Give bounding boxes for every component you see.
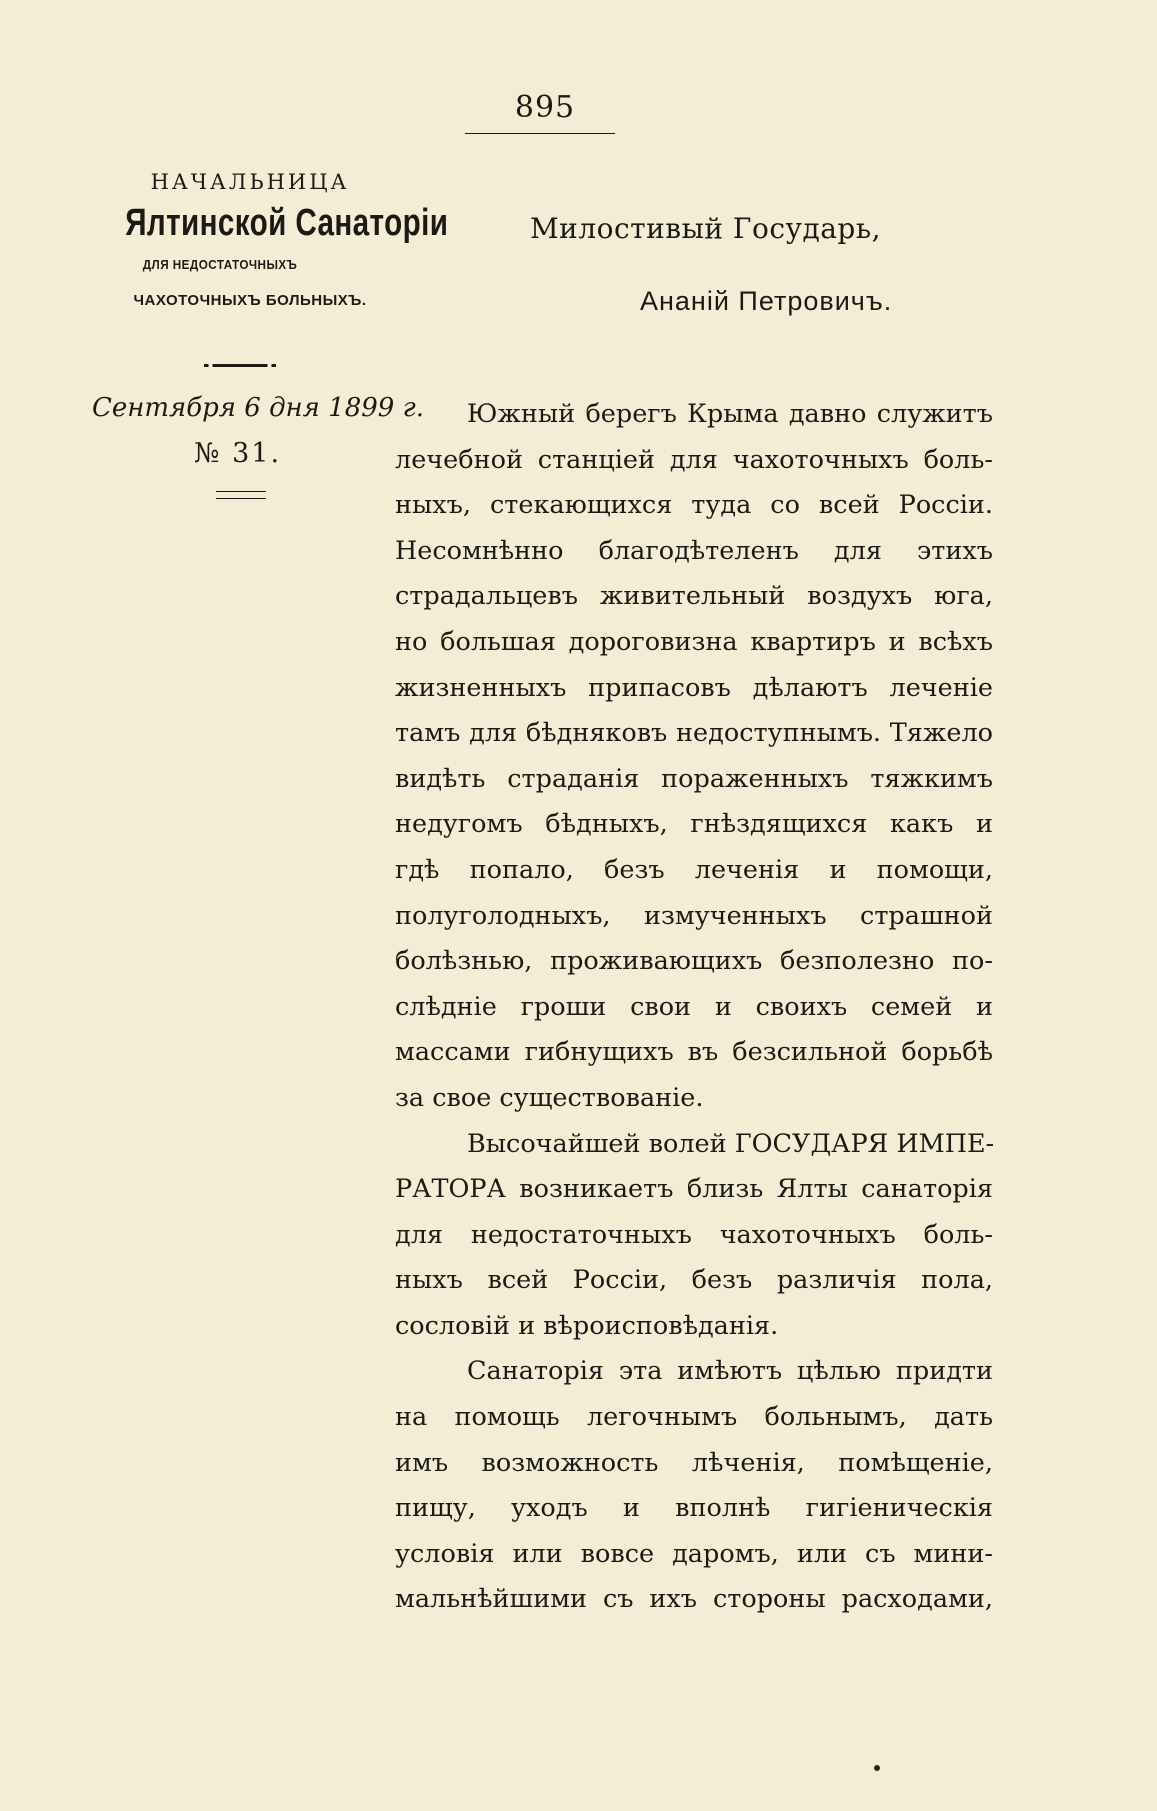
sender-line4: ЧАХОТОЧНЫХЪ БОЛЬНЫХЪ. [133,292,367,309]
body-line: лечебной станціей для чахоточныхъ боль- [395,444,993,475]
sender-title: НАЧАЛЬНИЦА [150,170,350,194]
sender-block [90,170,449,309]
salutation: Милостивый Государь, [530,212,881,245]
body-line: гдѣ попало, безъ леченія и помощи, [395,854,993,885]
sender-divider [204,364,276,367]
letter-date: Сентября 6 дня 1899 г. [92,393,424,423]
sender-institution: Ялтинской Санаторіи [125,202,449,244]
body-line: Санаторія эта имѣютъ цѣлью придти [467,1356,993,1387]
body-line: мальнѣйшими съ ихъ стороны расходами, [395,1584,993,1615]
letter-body [395,392,993,1623]
body-line: массами гибнущихъ въ безсильной борьбѣ [395,1037,993,1068]
sender-line3: ДЛЯ НЕДОСТАТОЧНЫХЪ [142,257,298,272]
body-line: имъ возможность лѣченія, помѣщеніе, [395,1447,993,1478]
addressee: Ананій Петровичъ. [640,286,893,316]
page-number-rule [465,133,615,134]
number-divider [216,491,266,499]
body-line: но большая дороговизна квартиръ и всѣхъ [395,626,993,657]
body-line: слѣдніе гроши свои и своихъ семей и [395,991,993,1022]
body-line: ныхъ всей Россіи, безъ различія пола, [395,1265,993,1296]
body-line: за свое существованіе. [395,1082,704,1113]
body-line: Южный берегъ Крыма давно служитъ [467,399,993,429]
body-line: для недостаточныхъ чахоточныхъ боль- [395,1219,993,1250]
ink-dot [874,1765,880,1771]
body-line: полуголодныхъ, измученныхъ страшной [395,900,993,931]
letter-number: № 31. [194,438,282,469]
body-line: Несомнѣнно благодѣтеленъ для этихъ [395,535,993,566]
page-number: 895 [514,90,576,125]
body-line: недугомъ бѣдныхъ, гнѣздящихся какъ и [395,809,993,840]
body-line: жизненныхъ припасовъ дѣлаютъ леченіе [395,672,993,703]
body-line: на помощь легочнымъ больнымъ, дать [395,1402,993,1433]
body-line: ныхъ, стекающихся туда со всей Россіи. [395,490,993,521]
body-line: видѣть страданія пораженныхъ тяжкимъ [395,763,993,794]
body-line: условія или вовсе даромъ, или съ мини- [395,1538,993,1569]
body-line: пищу, уходъ и вполнѣ гигіеническія [395,1493,993,1524]
body-line: сословій и вѣроисповѣданія. [395,1310,779,1341]
body-line: болѣзнью, проживающихъ безполезно по- [395,946,993,977]
body-line: страдальцевъ живительный воздухъ юга, [395,581,993,612]
body-line: тамъ для бѣдняковъ недоступнымъ. Тяжело [395,718,993,749]
body-line: РАТОРА возникаетъ близь Ялты санаторія [395,1174,993,1205]
body-line: Высочайшей волей ГОСУДАРЯ ИМПЕ- [467,1128,995,1159]
